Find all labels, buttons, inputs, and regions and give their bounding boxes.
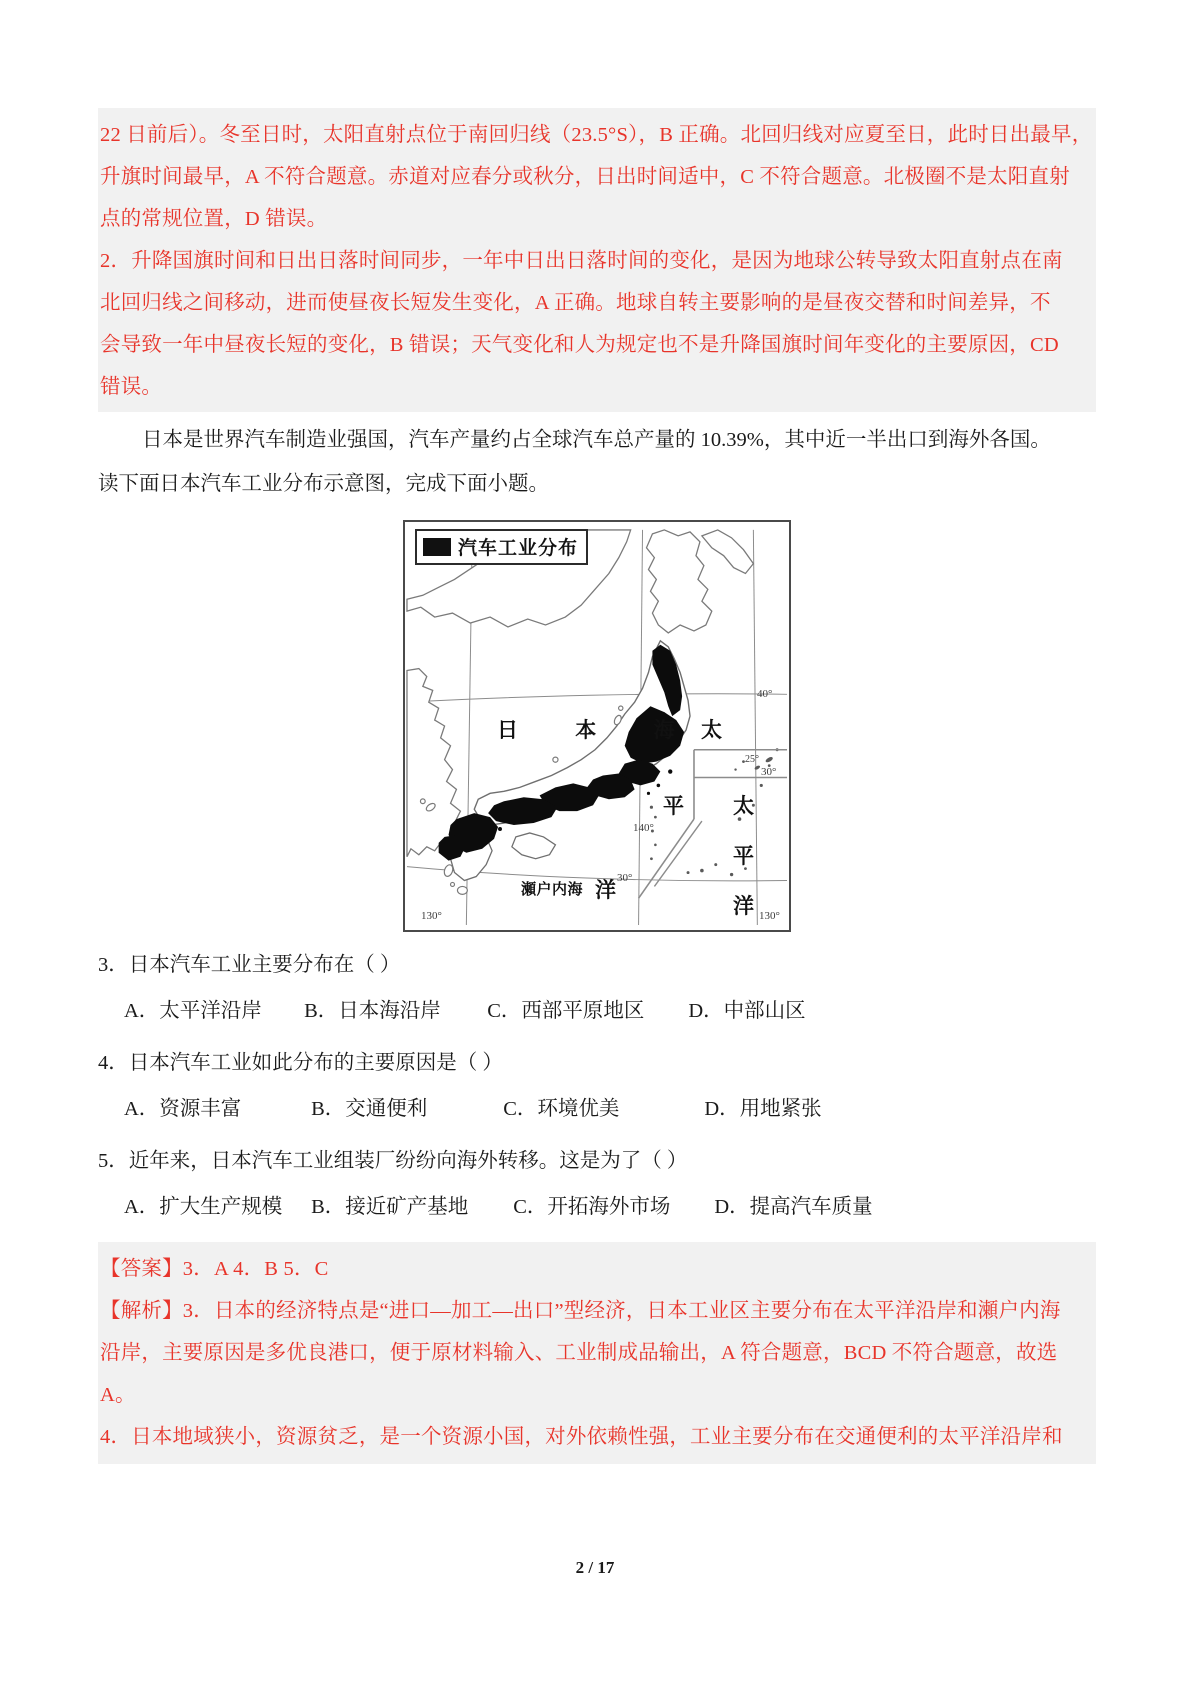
page-content [98,108,1096,1464]
map-legend [415,529,588,565]
q3-option-b[interactable]: B．日本海沿岸 [304,1000,441,1022]
inset-diagonal [654,821,702,886]
q5-option-a[interactable]: A．扩大生产规模 [124,1196,283,1218]
explanation-line: 北回归线之间移动，进而使昼夜长短发生变化，A 正确。地球自转主要影响的是昼夜交替和时间差异，不 [100,292,1051,314]
answers-line: 【答案】3．A 4．B 5．C [100,1258,329,1280]
stem-line-2: 读下面日本汽车工业分布示意图，完成下面小题。 [98,473,549,495]
question-5-options [98,1184,1096,1230]
q4-option-d[interactable]: D．用地紧张 [704,1098,822,1120]
spacer [98,1230,1096,1242]
explanation-line: 22 日前后）。冬至日时，太阳直射点位于南回归线（23.5°S），B 正确。北回归线对应夏至日，此时日出最早， [100,124,1093,146]
q3-option-d[interactable]: D．中部山区 [688,1000,806,1022]
legend-swatch-icon [423,538,451,556]
coord-lon-130-right: 130° [759,910,780,922]
label-pacific-char-3: 太 [733,794,754,818]
question-4-options [98,1086,1096,1132]
q5-option-c[interactable]: C．开拓海外市场 [513,1196,671,1218]
explanation-line: 点的常规位置，D 错误。 [100,208,328,230]
analysis-line: A。 [100,1384,136,1406]
coord-inset-25: 25° [745,754,759,765]
label-pacific-char-2: 平 [663,794,684,818]
q5-option-d[interactable]: D．提高汽车质量 [714,1196,873,1218]
q3-option-a[interactable]: A．太平洋沿岸 [124,1000,262,1022]
explanation-line: 2．升降国旗时间和日出日落时间同步，一年中日出日落时间的变化，是因为地球公转导致太阳直射点在南 [100,250,1063,272]
analysis-line: 【解析】3．日本的经济特点是“进口—加工—出口”型经济，日本工业区主要分布在太平洋沿岸和瀬户内海 [100,1300,1061,1322]
question-3-text: 3．日本汽车工业主要分布在（ ） [98,954,401,976]
q4-option-a[interactable]: A．资源丰富 [124,1098,242,1120]
japan-auto-industry-map [403,520,791,932]
explanation-block-top [98,108,1096,412]
question-4-text: 4．日本汽车工业如此分布的主要原因是（ ） [98,1052,503,1074]
label-pacific-char-5: 洋 [595,878,616,902]
label-pacific-char-1: 太 [701,718,722,742]
coord-lon-140-bottom: 140° [633,822,654,834]
coord-lat-30-bottom: 30° [617,872,633,884]
q4-option-b[interactable]: B．交通便利 [311,1098,428,1120]
coord-lat-30-inset: 30° [761,766,777,778]
analysis-line: 沿岸，主要原因是多优良港口，便于原材料输入、工业制成品输出，A 符合题意，BCD 不符合题意，故选 [100,1342,1058,1364]
question-5-text: 5．近年来，日本汽车工业组装厂纷纷向海外转移。这是为了（ ） [98,1150,688,1172]
q4-option-c[interactable]: C．环境优美 [503,1098,620,1120]
answer-analysis-block [98,1242,1096,1464]
label-pacific-char-4: 平 [733,844,754,868]
coord-lon-130-left: 130° [421,910,442,922]
explanation-line: 错误。 [100,376,163,398]
stem-line-1: 日本是世界汽车制造业强国，汽车产量约占全球汽车总产量的 10.39%，其中近一半出口到海外各国。 [142,429,1051,451]
label-inland-sea: 瀬户内海 [521,882,584,898]
coord-lat-40: 40° [757,688,773,700]
label-sea-of-japan: 日 本 海 [497,718,701,742]
q5-option-b[interactable]: B．接近矿产基地 [311,1196,469,1218]
page-footer: 2 / 17 [575,1558,615,1577]
explanation-line: 会导致一年中昼夜长短的变化，B 错误；天气变化和人为规定也不是升降国旗时间年变化的主要原因，CD [100,334,1059,356]
label-pacific-char-6: 洋 [733,894,754,918]
legend-label: 汽车工业分布 [458,538,579,559]
hokkaido-outline [646,530,753,633]
explanation-line: 升旗时间最早，A 不符合题意。赤道对应春分或秋分，日出时间适中，C 不符合题意。北极圈不是太阳直射 [100,166,1070,188]
question-3-options [98,988,1096,1034]
analysis-line: 4．日本地域狭小，资源贫乏，是一个资源小国，对外依赖性强，工业主要分布在交通便利的太平洋沿岸和 [100,1426,1063,1448]
q3-option-c[interactable]: C．西部平原地区 [487,1000,645,1022]
